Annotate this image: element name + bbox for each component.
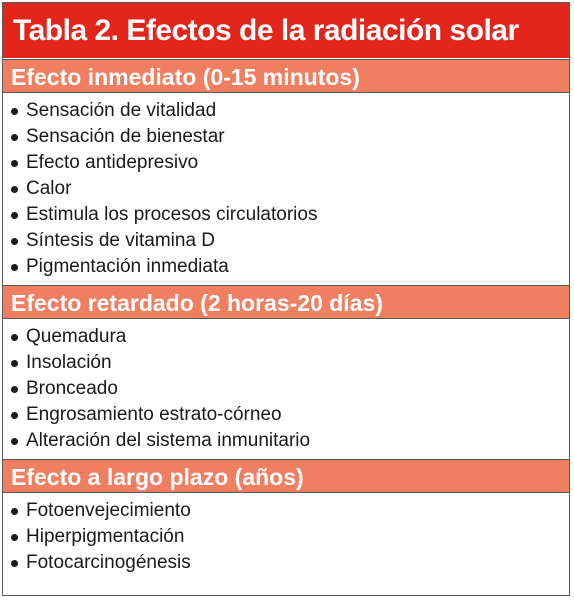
list-item	[11, 376, 569, 402]
list-item-label: Bronceado	[26, 378, 118, 399]
section-header-immediate: Efecto inmediato (0-15 minutos)	[3, 59, 569, 93]
list-item-label: Quemadura	[26, 326, 127, 347]
bullet-icon	[11, 334, 18, 341]
list-item	[11, 524, 569, 550]
list-item	[11, 202, 569, 228]
list-item-label: Estimula los procesos circulatorios	[26, 204, 318, 225]
list-item	[11, 498, 569, 524]
list-item-label: Fotoenvejecimiento	[26, 500, 191, 521]
list-item	[11, 150, 569, 176]
bullet-icon	[11, 108, 18, 115]
bullet-icon	[11, 386, 18, 393]
section-header-delayed: Efecto retardado (2 horas-20 días)	[3, 285, 569, 319]
list-item	[11, 176, 569, 202]
list-item	[11, 324, 569, 350]
list-item-label: Calor	[26, 178, 72, 199]
list-item-label: Sensación de vitalidad	[26, 100, 217, 121]
effects-table	[2, 2, 570, 596]
list-item-label: Insolación	[26, 352, 112, 373]
bullet-icon	[11, 134, 18, 141]
section-list-immediate	[3, 93, 569, 285]
bullet-icon	[11, 412, 18, 419]
list-item	[11, 228, 569, 254]
section-list-long-term	[3, 493, 569, 581]
list-item	[11, 402, 569, 428]
bullet-icon	[11, 212, 18, 219]
bullet-icon	[11, 508, 18, 515]
list-item-label: Hiperpigmentación	[26, 526, 185, 547]
list-item	[11, 550, 569, 576]
section-header-long-term: Efecto a largo plazo (años)	[3, 459, 569, 493]
list-item-label: Fotocarcinogénesis	[26, 552, 191, 573]
bullet-icon	[11, 238, 18, 245]
list-item	[11, 254, 569, 280]
list-item	[11, 124, 569, 150]
bullet-icon	[11, 186, 18, 193]
list-item-label: Sensación de bienestar	[26, 126, 225, 147]
list-item	[11, 98, 569, 124]
list-item-label: Engrosamiento estrato-córneo	[26, 404, 282, 425]
list-item	[11, 350, 569, 376]
bullet-icon	[11, 264, 18, 271]
list-item-label: Síntesis de vitamina D	[26, 230, 216, 251]
list-item-label: Efecto antidepresivo	[26, 152, 199, 173]
section-list-delayed	[3, 319, 569, 459]
bullet-icon	[11, 534, 18, 541]
bullet-icon	[11, 560, 18, 567]
table-title: Tabla 2. Efectos de la radiación solar	[3, 3, 569, 59]
list-item-label: Pigmentación inmediata	[26, 256, 229, 277]
bullet-icon	[11, 160, 18, 167]
list-item	[11, 428, 569, 454]
bullet-icon	[11, 438, 18, 445]
bullet-icon	[11, 360, 18, 367]
list-item-label: Alteración del sistema inmunitario	[26, 430, 311, 451]
